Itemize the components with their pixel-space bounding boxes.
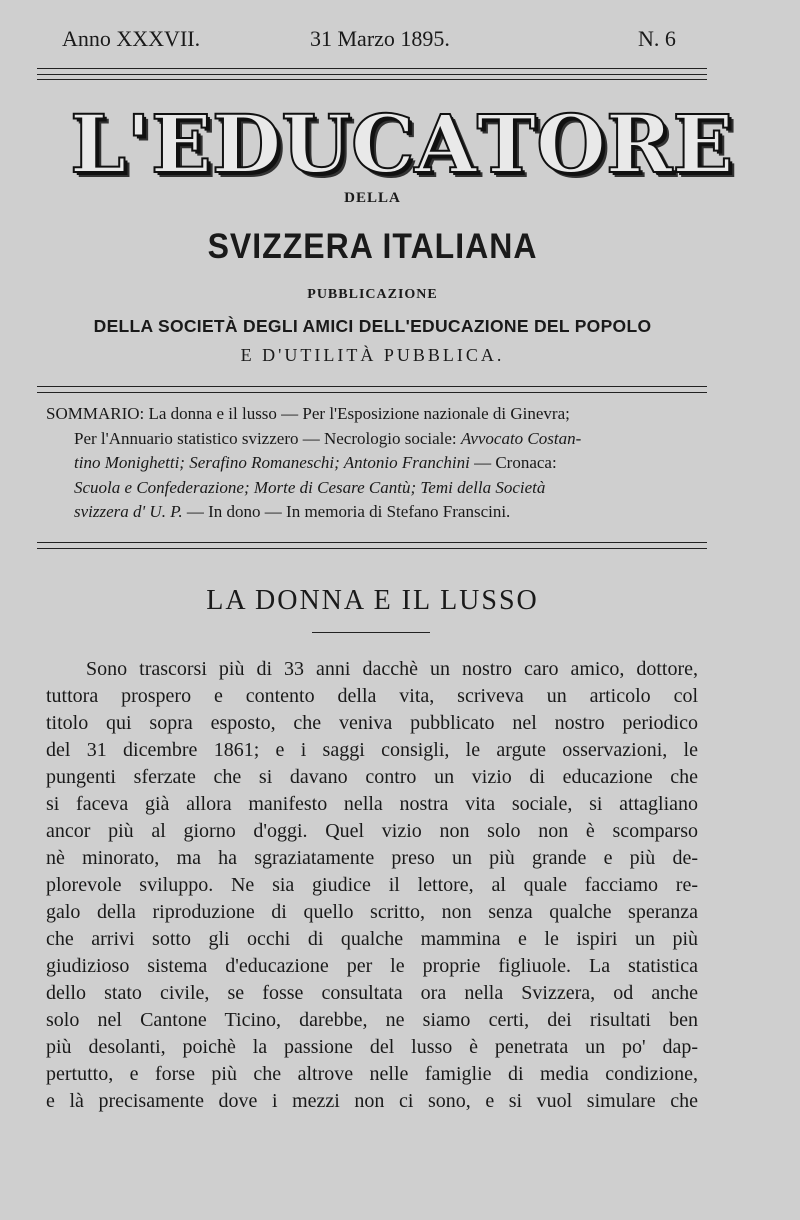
body-line: si faceva già allora manifesto nella nostra vita sociale, si attagliano <box>46 793 698 815</box>
masthead-letter: C <box>350 97 415 191</box>
summary-italic: tino Monighetti; Serafino Romaneschi; Antonio Franchini <box>74 453 470 472</box>
title-rule <box>312 632 430 633</box>
body-line: dello stato civile, se fosse consultata ora nella Svizzera, od anche <box>46 982 698 1004</box>
summary-text: La donna e il lusso — Per l'Esposizione nazionale di Ginevra; <box>148 404 570 423</box>
section-rule <box>37 392 707 393</box>
body-line: pungenti sferzate che si davano contro un vizio di educazione che <box>46 766 698 788</box>
header-rule <box>37 74 707 75</box>
masthead-subtitle: SVIZZERA ITALIANA <box>207 226 538 266</box>
running-head <box>0 26 800 56</box>
masthead-letter: ' <box>126 97 151 191</box>
summary-italic: Scuola e Confederazione; Morte di Cesare Cantù; Temi della Società <box>74 477 546 497</box>
summary-line <box>46 427 708 452</box>
article-title: LA DONNA E IL LUSSO <box>206 585 539 616</box>
issue-number: N. 6 <box>638 26 676 51</box>
body-line: che arrivi sotto gli occhi di qualche mammina e le ispiri un più <box>46 928 698 950</box>
body-line: Sono trascorsi più di 33 anni dacchè un nostro caro amico, dottore, <box>86 658 698 680</box>
header-rule <box>37 79 707 80</box>
body-line: galo della riproduzione di quello scritto, non senza qualche speranza <box>46 901 698 923</box>
body-line: pertutto, e forse più che altrove nelle famiglie di media condizione, <box>46 1063 698 1085</box>
summary-block <box>46 402 708 525</box>
body-line: più desolanti, poichè la passione del lusso è penetrata un po' dap- <box>46 1036 698 1058</box>
masthead-letter: R <box>605 97 673 191</box>
summary-line <box>46 451 708 476</box>
body-line: nè minorato, ma ha sgraziatamente preso un più grande e più de- <box>46 847 698 869</box>
summary-text: — Cronaca: <box>469 453 557 472</box>
body-line: plorevole sviluppo. Ne sia giudice il lettore, al quale facciamo re- <box>46 874 698 896</box>
body-line: solo nel Cantone Ticino, darebbe, ne siamo certi, dei risultati ben <box>46 1009 698 1031</box>
masthead-letter: E <box>672 97 734 191</box>
summary-line <box>46 402 708 427</box>
body-line: ancor più al giorno d'oggi. Quel vizio non solo non è scomparso <box>46 820 698 842</box>
issue-date: 31 Marzo 1895. <box>310 26 450 51</box>
summary-line <box>46 476 708 501</box>
section-rule <box>37 542 707 543</box>
masthead-letter: E <box>150 97 212 191</box>
masthead-title <box>70 96 734 191</box>
masthead-pubblicazione: PUBBLICAZIONE <box>307 287 438 302</box>
body-line: tuttora prospero e contento della vita, scriveva un articolo col <box>46 685 698 707</box>
summary-italic: Avvocato Costan- <box>460 428 582 448</box>
summary-label: SOMMARIO: <box>46 404 145 423</box>
masthead-letter: T <box>476 97 537 191</box>
body-line: giudizioso sistema d'educazione per le proprie figliuole. La statistica <box>46 955 698 977</box>
section-rule <box>37 386 707 387</box>
summary-italic: svizzera d' U. P. <box>74 502 183 521</box>
header-rule <box>37 68 707 69</box>
body-line: e là precisamente dove i mezzi non ci sono, e si vuol simulare che <box>46 1090 698 1112</box>
masthead-societa: DELLA SOCIETÀ DEGLI AMICI DELL'EDUCAZIONE DEL POPOLO <box>93 316 652 336</box>
masthead-della: DELLA <box>344 190 401 206</box>
masthead-utilita: E D'UTILITÀ PUBBLICA. <box>240 345 505 365</box>
summary-text: Per l'Annuario statistico svizzero — Necrologio sociale: <box>74 428 461 448</box>
article-body <box>46 656 698 1115</box>
masthead-letter: L <box>70 97 127 191</box>
summary-line <box>46 500 708 525</box>
section-rule <box>37 548 707 549</box>
masthead-letter: D <box>211 97 282 191</box>
masthead-letter: A <box>414 97 477 191</box>
masthead-letter: U <box>281 97 351 191</box>
masthead-letter: O <box>536 97 606 191</box>
volume-year: Anno XXXVII. <box>62 26 201 51</box>
body-line: del 31 dicembre 1861; e i saggi consigli, le argute osservazioni, le <box>46 739 698 761</box>
summary-text: — In dono — In memoria di Stefano Franscini. <box>182 502 511 521</box>
body-line: titolo qui sopra esposto, che veniva pubblicato nel nostro periodico <box>46 712 698 734</box>
